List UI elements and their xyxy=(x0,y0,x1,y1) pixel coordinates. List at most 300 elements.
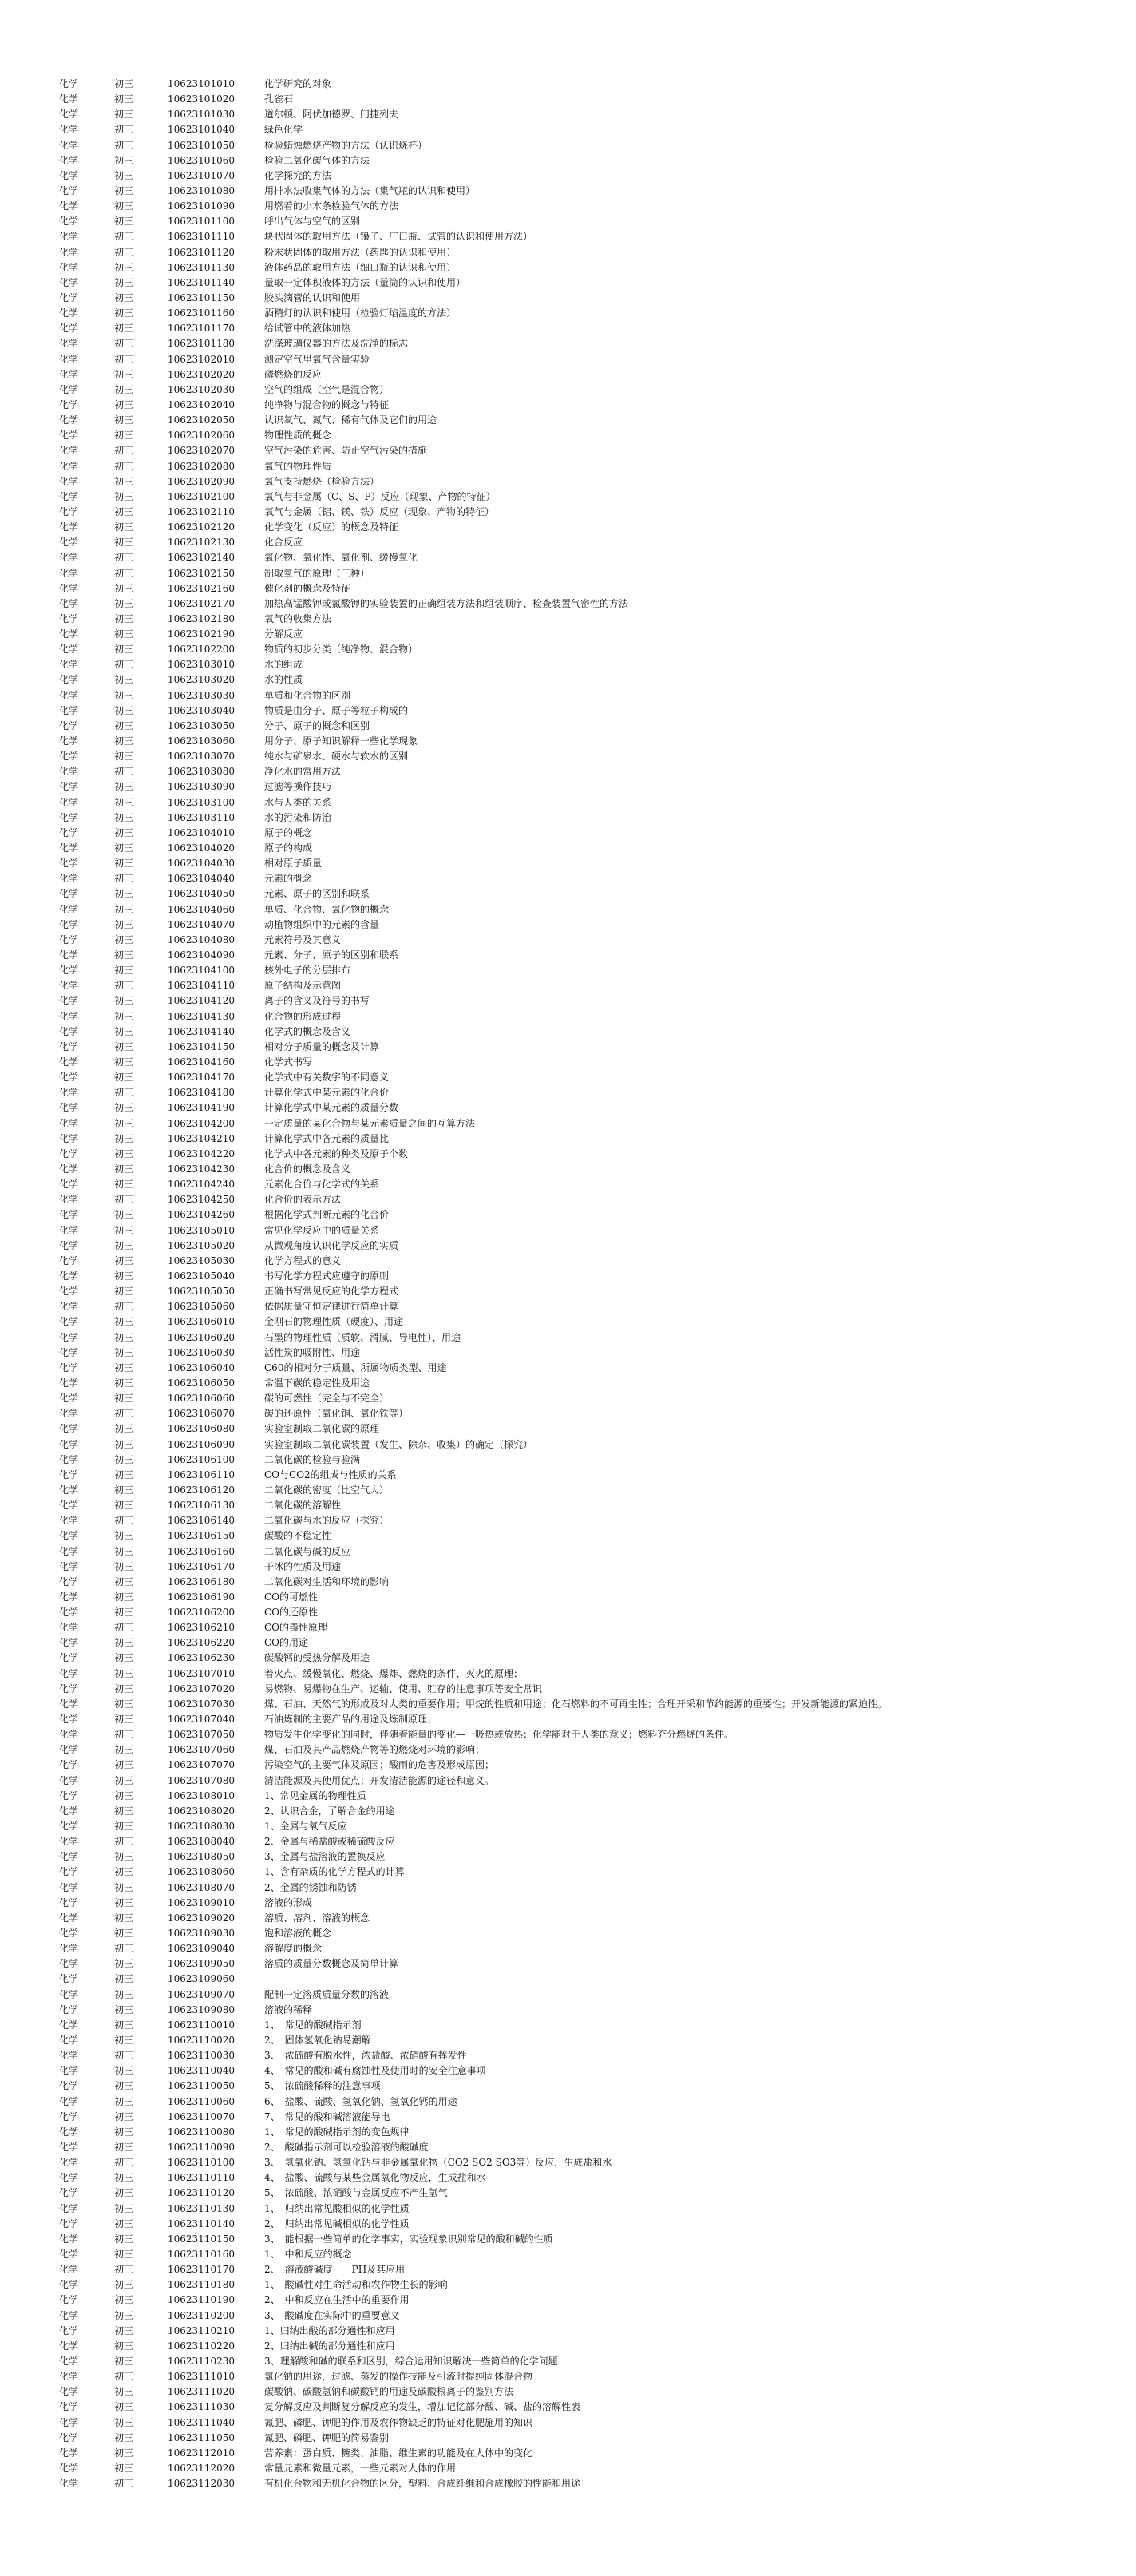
code-cell: 10623101090 xyxy=(168,200,235,212)
topic-cell: 计算化学式中某元素的质量分数 xyxy=(264,1102,399,1114)
code-cell: 10623104130 xyxy=(168,1010,235,1022)
code-cell: 10623103070 xyxy=(168,751,235,763)
topic-cell: 空气的组成（空气是混合物） xyxy=(264,383,390,395)
table-row xyxy=(0,1773,1136,1789)
topic-cell: 污染空气的主要气体及原因；酸雨的危害及形成原因； xyxy=(264,1759,495,1771)
table-row xyxy=(0,138,1136,153)
code-cell: 10623106040 xyxy=(168,1361,235,1373)
subject-cell: 化学 xyxy=(59,1881,79,1893)
grade-cell: 初三 xyxy=(114,1438,134,1450)
code-cell: 10623103110 xyxy=(168,811,235,823)
grade-cell: 初三 xyxy=(114,124,134,136)
table-row xyxy=(0,1299,1136,1314)
grade-cell: 初三 xyxy=(114,1010,134,1022)
subject-cell: 化学 xyxy=(59,383,79,395)
table-row xyxy=(0,1865,1136,1880)
grade-cell: 初三 xyxy=(114,490,134,502)
topic-cell: 物质发生化学变化的同时，伴随着能量的变化—一吸热或放热；化学能对于人类的意义；燃料充分燃烧的条件。 xyxy=(264,1729,734,1741)
code-cell: 10623101180 xyxy=(168,338,235,350)
code-cell: 10623110200 xyxy=(168,2309,235,2321)
subject-cell: 化学 xyxy=(59,200,79,212)
subject-cell: 化学 xyxy=(59,1438,79,1450)
subject-cell: 化学 xyxy=(59,414,79,426)
code-cell: 10623104060 xyxy=(168,903,235,915)
subject-cell: 化学 xyxy=(59,965,79,977)
code-cell: 10623110120 xyxy=(168,2187,235,2199)
subject-cell: 化学 xyxy=(59,1468,79,1480)
topic-cell: 2、归纳出碱的部分通性和应用 xyxy=(264,2340,395,2352)
code-cell: 10623107020 xyxy=(168,1682,235,1694)
topic-cell: 清洁能源及其使用优点；开发清洁能源的途径和意义。 xyxy=(264,1774,495,1786)
topic-cell: 1、归纳出酸的部分通性和应用 xyxy=(264,2324,395,2336)
subject-cell: 化学 xyxy=(59,2324,79,2336)
table-row xyxy=(0,917,1136,933)
table-row xyxy=(0,1544,1136,1559)
code-cell: 10623104220 xyxy=(168,1147,235,1159)
grade-cell: 初三 xyxy=(114,475,134,487)
topic-cell: 孔雀石 xyxy=(264,93,294,105)
subject-cell: 化学 xyxy=(59,1239,79,1251)
grade-cell: 初三 xyxy=(114,1194,134,1206)
subject-cell: 化学 xyxy=(59,1759,79,1771)
grade-cell: 初三 xyxy=(114,353,134,365)
subject-cell: 化学 xyxy=(59,980,79,992)
table-row xyxy=(0,2247,1136,2262)
grade-cell: 初三 xyxy=(114,1591,134,1603)
grade-cell: 初三 xyxy=(114,1698,134,1710)
subject-cell: 化学 xyxy=(59,1132,79,1144)
grade-cell: 初三 xyxy=(114,1866,134,1878)
subject-cell: 化学 xyxy=(59,1408,79,1420)
table-row xyxy=(0,1635,1136,1651)
topic-cell: 氯化钠的用途，过滤、蒸发的操作技能及引流时提纯固体混合物 xyxy=(264,2371,533,2383)
table-row xyxy=(0,398,1136,413)
topic-cell: 3、 能根据一些简单的化学事实，实验现象识别常见的酸和碱的性质 xyxy=(264,2233,553,2245)
grade-cell: 初三 xyxy=(114,674,134,686)
code-cell: 10623108070 xyxy=(168,1881,235,1893)
code-cell: 10623110130 xyxy=(168,2202,235,2214)
topic-cell: 氧气的物理性质 xyxy=(264,460,332,472)
table-row xyxy=(0,184,1136,199)
code-cell: 10623111010 xyxy=(168,2371,235,2383)
grade-cell: 初三 xyxy=(114,2248,134,2260)
subject-cell: 化学 xyxy=(59,1163,79,1175)
grade-cell: 初三 xyxy=(114,246,134,258)
topic-cell: 2、 酸碱指示剂可以检验溶液的酸碱度 xyxy=(264,2141,429,2153)
grade-cell: 初三 xyxy=(114,1973,134,1985)
subject-cell: 化学 xyxy=(59,445,79,457)
table-row xyxy=(0,291,1136,306)
grade-cell: 初三 xyxy=(114,307,134,319)
grade-cell: 初三 xyxy=(114,1637,134,1649)
code-cell: 10623101110 xyxy=(168,231,235,243)
code-cell: 10623101150 xyxy=(168,291,235,303)
table-row xyxy=(0,1055,1136,1070)
code-cell: 10623110220 xyxy=(168,2340,235,2352)
knowledge-point-table xyxy=(0,77,1136,2491)
topic-cell: 道尔顿、阿伏加德罗、门捷列夫 xyxy=(264,109,399,121)
code-cell: 10623104030 xyxy=(168,858,235,870)
grade-cell: 初三 xyxy=(114,2172,134,2184)
subject-cell: 化学 xyxy=(59,2019,79,2031)
grade-cell: 初三 xyxy=(114,154,134,166)
grade-cell: 初三 xyxy=(114,612,134,624)
code-cell: 10623104080 xyxy=(168,933,235,945)
subject-cell: 化学 xyxy=(59,1943,79,1955)
code-cell: 10623103080 xyxy=(168,766,235,778)
grade-cell: 初三 xyxy=(114,323,134,335)
topic-cell: 制取氧气的原理（三种） xyxy=(264,567,370,579)
subject-cell: 化学 xyxy=(59,1286,79,1298)
subject-cell: 化学 xyxy=(59,826,79,838)
subject-cell: 化学 xyxy=(59,2202,79,2214)
topic-cell: 元素的概念 xyxy=(264,873,313,885)
grade-cell: 初三 xyxy=(114,78,134,89)
table-row xyxy=(0,1972,1136,1987)
code-cell: 10623110010 xyxy=(168,2019,235,2031)
subject-cell: 化学 xyxy=(59,2401,79,2413)
subject-cell: 化学 xyxy=(59,2309,79,2321)
subject-cell: 化学 xyxy=(59,2080,79,2092)
table-row xyxy=(0,1468,1136,1483)
topic-cell: 2、金属与稀盐酸或稀硫酸反应 xyxy=(264,1836,395,1848)
grade-cell: 初三 xyxy=(114,2309,134,2321)
subject-cell: 化学 xyxy=(59,888,79,900)
topic-cell: 化学探究的方法 xyxy=(264,169,332,181)
grade-cell: 初三 xyxy=(114,1575,134,1587)
grade-cell: 初三 xyxy=(114,2386,134,2398)
code-cell: 10623102190 xyxy=(168,628,235,640)
grade-cell: 初三 xyxy=(114,1147,134,1159)
subject-cell: 化学 xyxy=(59,1393,79,1405)
topic-cell: 计算化学式中某元素的化合价 xyxy=(264,1087,390,1099)
grade-cell: 初三 xyxy=(114,1530,134,1542)
subject-cell: 化学 xyxy=(59,1866,79,1878)
grade-cell: 初三 xyxy=(114,1821,134,1833)
code-cell: 10623109070 xyxy=(168,1988,235,2000)
code-cell: 10623102050 xyxy=(168,414,235,426)
code-cell: 10623101070 xyxy=(168,169,235,181)
code-cell: 10623110080 xyxy=(168,2126,235,2138)
subject-cell: 化学 xyxy=(59,2248,79,2260)
topic-cell: 物质是由分子、原子等粒子构成的 xyxy=(264,704,409,716)
subject-cell: 化学 xyxy=(59,505,79,517)
grade-cell: 初三 xyxy=(114,291,134,303)
table-row xyxy=(0,520,1136,535)
grade-cell: 初三 xyxy=(114,2371,134,2383)
grade-cell: 初三 xyxy=(114,2416,134,2428)
code-cell: 10623105030 xyxy=(168,1254,235,1266)
subject-cell: 化学 xyxy=(59,490,79,502)
table-row xyxy=(0,168,1136,184)
grade-cell: 初三 xyxy=(114,414,134,426)
code-cell: 10623106170 xyxy=(168,1560,235,1572)
topic-cell: 物理性质的概念 xyxy=(264,430,332,442)
code-cell: 10623104150 xyxy=(168,1040,235,1052)
grade-cell: 初三 xyxy=(114,1928,134,1940)
topic-cell: 动植物组织中的元素的含量 xyxy=(264,918,380,930)
subject-cell: 化学 xyxy=(59,1622,79,1634)
grade-cell: 初三 xyxy=(114,1453,134,1465)
table-row xyxy=(0,229,1136,244)
grade-cell: 初三 xyxy=(114,766,134,778)
table-row xyxy=(0,2063,1136,2079)
table-row xyxy=(0,1896,1136,1911)
topic-cell: 1、 归纳出常见酸相似的化学性质 xyxy=(264,2202,410,2214)
topic-cell: 给试管中的液体加热 xyxy=(264,323,351,335)
subject-cell: 化学 xyxy=(59,1851,79,1863)
code-cell: 10623105040 xyxy=(168,1270,235,1282)
grade-cell: 初三 xyxy=(114,93,134,105)
grade-cell: 初三 xyxy=(114,1667,134,1679)
table-row xyxy=(0,2308,1136,2324)
grade-cell: 初三 xyxy=(114,1943,134,1955)
subject-cell: 化学 xyxy=(59,291,79,303)
table-row xyxy=(0,566,1136,581)
subject-cell: 化学 xyxy=(59,1836,79,1848)
topic-cell: 化合反应 xyxy=(264,537,303,549)
table-row xyxy=(0,1361,1136,1376)
table-row xyxy=(0,260,1136,275)
grade-cell: 初三 xyxy=(114,933,134,945)
code-cell: 10623101020 xyxy=(168,93,235,105)
grade-cell: 初三 xyxy=(114,200,134,212)
code-cell: 10623104050 xyxy=(168,888,235,900)
grade-cell: 初三 xyxy=(114,2355,134,2367)
table-row xyxy=(0,1284,1136,1299)
subject-cell: 化学 xyxy=(59,2050,79,2062)
grade-cell: 初三 xyxy=(114,383,134,395)
table-row xyxy=(0,107,1136,122)
grade-cell: 初三 xyxy=(114,445,134,457)
subject-cell: 化学 xyxy=(59,858,79,870)
grade-cell: 初三 xyxy=(114,1393,134,1405)
topic-cell: 实验室制取二氧化碳的原理 xyxy=(264,1423,380,1435)
table-row xyxy=(0,2400,1136,2415)
code-cell: 10623109020 xyxy=(168,1912,235,1924)
subject-cell: 化学 xyxy=(59,1209,79,1221)
topic-cell: 块状固体的取用方法（镊子、广口瓶、试管的认识和使用方法） xyxy=(264,231,533,243)
subject-cell: 化学 xyxy=(59,323,79,335)
code-cell: 10623102040 xyxy=(168,398,235,410)
table-row xyxy=(0,734,1136,749)
subject-cell: 化学 xyxy=(59,261,79,273)
code-cell: 10623101080 xyxy=(168,184,235,196)
table-row xyxy=(0,1254,1136,1269)
topic-cell: 常温下碳的稳定性及用途 xyxy=(264,1377,370,1389)
table-row xyxy=(0,1223,1136,1238)
subject-cell: 化学 xyxy=(59,1667,79,1679)
topic-cell: 溶液的形成 xyxy=(264,1896,313,1908)
code-cell: 10623102140 xyxy=(168,552,235,564)
topic-cell: 元素、分子、原子的区别和联系 xyxy=(264,949,399,961)
grade-cell: 初三 xyxy=(114,659,134,671)
code-cell: 10623101060 xyxy=(168,154,235,166)
grade-cell: 初三 xyxy=(114,582,134,594)
grade-cell: 初三 xyxy=(114,1744,134,1756)
subject-cell: 化学 xyxy=(59,1147,79,1159)
topic-cell: 加热高锰酸钾或氯酸钾的实验装置的正确组装方法和组装顺序、检查装置气密性的方法 xyxy=(264,597,629,609)
table-row xyxy=(0,336,1136,351)
grade-cell: 初三 xyxy=(114,2080,134,2092)
table-row xyxy=(0,1911,1136,1926)
grade-cell: 初三 xyxy=(114,858,134,870)
subject-cell: 化学 xyxy=(59,276,79,288)
grade-cell: 初三 xyxy=(114,2279,134,2291)
code-cell: 10623102130 xyxy=(168,537,235,549)
table-row xyxy=(0,352,1136,367)
subject-cell: 化学 xyxy=(59,2355,79,2367)
topic-cell: 化学式书写 xyxy=(264,1056,313,1068)
table-row xyxy=(0,749,1136,764)
topic-cell: 5、 浓硫酸稀释的注意事项 xyxy=(264,2080,381,2092)
grade-cell: 初三 xyxy=(114,918,134,930)
topic-cell: 复分解反应及判断复分解反应的发生，增加记忆部分酸、碱、盐的溶解性表 xyxy=(264,2401,581,2413)
table-row xyxy=(0,1376,1136,1391)
topic-cell: CO与CO2的组成与性质的关系 xyxy=(264,1468,397,1480)
code-cell: 10623106190 xyxy=(168,1591,235,1603)
table-row xyxy=(0,642,1136,657)
grade-cell: 初三 xyxy=(114,1254,134,1266)
table-row xyxy=(0,92,1136,107)
table-row xyxy=(0,1804,1136,1819)
table-row xyxy=(0,779,1136,795)
subject-cell: 化学 xyxy=(59,674,79,686)
grade-cell: 初三 xyxy=(114,1896,134,1908)
subject-cell: 化学 xyxy=(59,124,79,136)
table-row xyxy=(0,1238,1136,1254)
code-cell: 10623101130 xyxy=(168,261,235,273)
topic-cell: 绿色化学 xyxy=(264,124,303,136)
table-row xyxy=(0,1620,1136,1635)
topic-cell: 碳的可燃性（完全与不完全） xyxy=(264,1393,390,1405)
topic-cell: 1、金属与氧气反应 xyxy=(264,1821,347,1833)
code-cell: 10623102170 xyxy=(168,597,235,609)
topic-cell: 2、认识合金，了解合金的用途 xyxy=(264,1805,395,1817)
code-cell: 10623111040 xyxy=(168,2416,235,2428)
table-row xyxy=(0,1590,1136,1605)
grade-cell: 初三 xyxy=(114,2447,134,2459)
subject-cell: 化学 xyxy=(59,1025,79,1037)
topic-cell: 净化水的常用方法 xyxy=(264,766,342,778)
subject-cell: 化学 xyxy=(59,1377,79,1389)
topic-cell: 氮肥、磷肥、钾肥的作用及农作物缺乏的特征对化肥施用的知识 xyxy=(264,2416,533,2428)
grade-cell: 初三 xyxy=(114,1515,134,1527)
code-cell: 10623102100 xyxy=(168,490,235,502)
code-cell: 10623106100 xyxy=(168,1453,235,1465)
subject-cell: 化学 xyxy=(59,751,79,763)
subject-cell: 化学 xyxy=(59,933,79,945)
topic-cell: 原子的概念 xyxy=(264,826,313,838)
subject-cell: 化学 xyxy=(59,1179,79,1191)
topic-cell: 化学式中有关数字的不同意义 xyxy=(264,1072,390,1084)
subject-cell: 化学 xyxy=(59,2386,79,2398)
subject-cell: 化学 xyxy=(59,1652,79,1664)
grade-cell: 初三 xyxy=(114,2110,134,2122)
topic-cell: 水与人类的关系 xyxy=(264,796,332,808)
grade-cell: 初三 xyxy=(114,1025,134,1037)
grade-cell: 初三 xyxy=(114,1361,134,1373)
grade-cell: 初三 xyxy=(114,1836,134,1848)
table-row xyxy=(0,978,1136,993)
code-cell: 10623103010 xyxy=(168,659,235,671)
code-cell: 10623101100 xyxy=(168,216,235,228)
grade-cell: 初三 xyxy=(114,139,134,151)
code-cell: 10623106130 xyxy=(168,1500,235,1512)
code-cell: 10623103060 xyxy=(168,735,235,747)
code-cell: 10623108020 xyxy=(168,1805,235,1817)
code-cell: 10623110170 xyxy=(168,2264,235,2276)
topic-cell: 易燃物、易爆物在生产、运输、使用、贮存的注意事项等安全常识 xyxy=(264,1682,543,1694)
topic-cell: 量取一定体积液体的方法（量筒的认识和使用） xyxy=(264,276,466,288)
subject-cell: 化学 xyxy=(59,1331,79,1343)
table-row xyxy=(0,122,1136,137)
subject-cell: 化学 xyxy=(59,2095,79,2107)
code-cell: 10623109060 xyxy=(168,1973,235,1985)
subject-cell: 化学 xyxy=(59,2478,79,2490)
code-cell: 10623105050 xyxy=(168,1286,235,1298)
topic-cell: 煤、石油及其产品燃烧产物等的燃烧对环境的影响； xyxy=(264,1744,485,1756)
grade-cell: 初三 xyxy=(114,2401,134,2413)
code-cell: 10623106210 xyxy=(168,1622,235,1634)
subject-cell: 化学 xyxy=(59,949,79,961)
grade-cell: 初三 xyxy=(114,903,134,915)
subject-cell: 化学 xyxy=(59,109,79,121)
subject-cell: 化学 xyxy=(59,1744,79,1756)
code-cell: 10623104230 xyxy=(168,1163,235,1175)
grade-cell: 初三 xyxy=(114,1072,134,1084)
subject-cell: 化学 xyxy=(59,1774,79,1786)
code-cell: 10623102090 xyxy=(168,475,235,487)
code-cell: 10623101050 xyxy=(168,139,235,151)
table-row xyxy=(0,627,1136,642)
topic-cell: 4、 盐酸、硫酸与某些金属氧化物反应，生成盐和水 xyxy=(264,2172,486,2184)
subject-cell: 化学 xyxy=(59,796,79,808)
grade-cell: 初三 xyxy=(114,689,134,701)
grade-cell: 初三 xyxy=(114,1040,134,1052)
subject-cell: 化学 xyxy=(59,2233,79,2245)
code-cell: 10623104250 xyxy=(168,1194,235,1206)
grade-cell: 初三 xyxy=(114,719,134,731)
topic-cell: 化学变化（反应）的概念及特征 xyxy=(264,521,399,533)
grade-cell: 初三 xyxy=(114,2003,134,2015)
code-cell: 10623102010 xyxy=(168,353,235,365)
table-row xyxy=(0,459,1136,474)
subject-cell: 化学 xyxy=(59,659,79,671)
table-row xyxy=(0,856,1136,871)
grade-cell: 初三 xyxy=(114,2126,134,2138)
subject-cell: 化学 xyxy=(59,1530,79,1542)
table-row xyxy=(0,1207,1136,1223)
grade-cell: 初三 xyxy=(114,1500,134,1512)
code-cell: 10623110030 xyxy=(168,2050,235,2062)
code-cell: 10623106140 xyxy=(168,1515,235,1527)
subject-cell: 化学 xyxy=(59,735,79,747)
table-row xyxy=(0,2125,1136,2140)
table-row xyxy=(0,1421,1136,1437)
topic-cell: 碳的还原性（氧化铜、氧化铁等） xyxy=(264,1408,409,1420)
topic-cell: 用排水法收集气体的方法（集气瓶的认识和使用） xyxy=(264,184,476,196)
topic-cell: 液体药品的取用方法（细口瓶的认识和使用） xyxy=(264,261,457,273)
code-cell: 10623104120 xyxy=(168,995,235,1007)
code-cell: 10623112030 xyxy=(168,2478,235,2490)
grade-cell: 初三 xyxy=(114,184,134,196)
code-cell: 10623104070 xyxy=(168,918,235,930)
code-cell: 10623106020 xyxy=(168,1331,235,1343)
table-row xyxy=(0,245,1136,260)
code-cell: 10623102060 xyxy=(168,430,235,442)
subject-cell: 化学 xyxy=(59,1087,79,1099)
